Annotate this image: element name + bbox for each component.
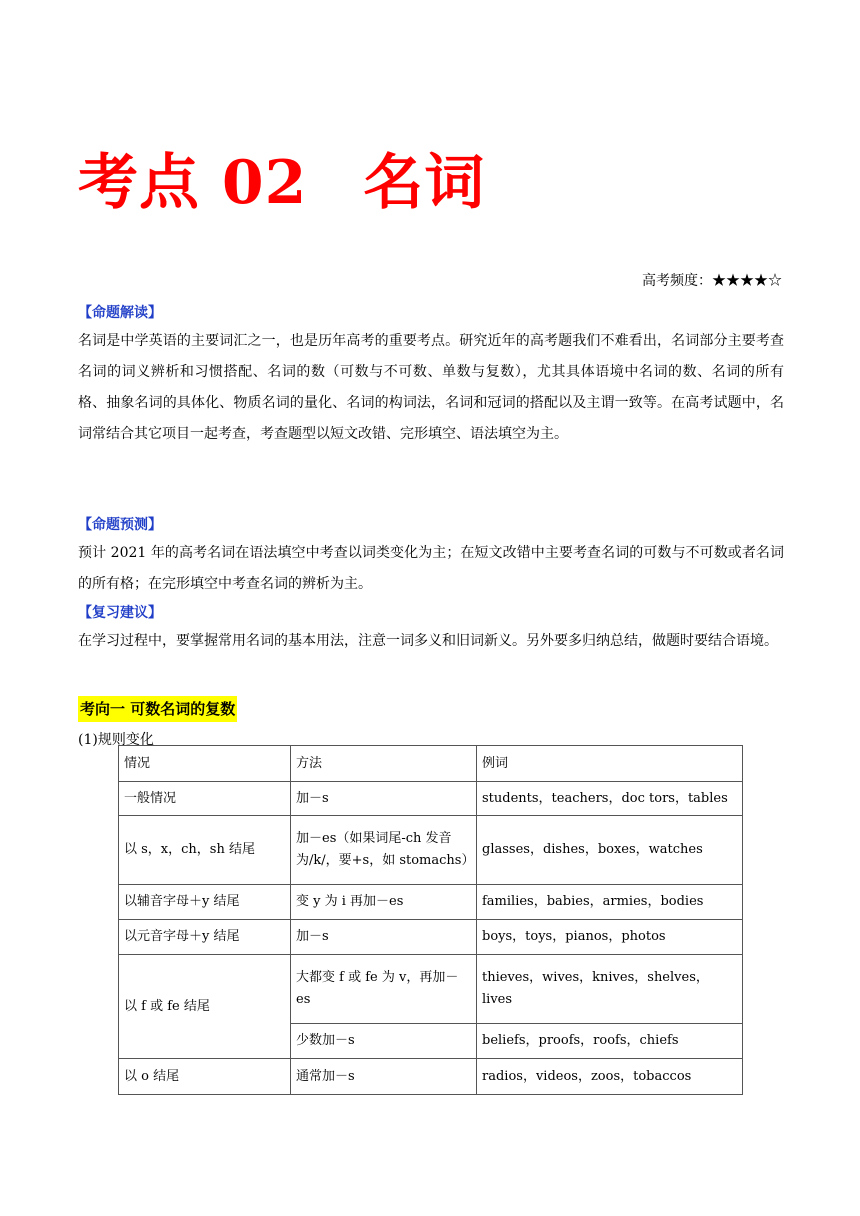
cell-examples: thieves，wives，knives，shelves，lives xyxy=(477,955,743,1024)
cell-method: 加－es（如果词尾-ch 发音为/k/，要+s，如 stomachs） xyxy=(291,816,477,885)
cell-method: 加－s xyxy=(291,782,477,816)
cell-examples: families，babies，armies，bodies xyxy=(477,885,743,920)
table-row xyxy=(119,1059,743,1095)
frequency-label: 高考频度： xyxy=(642,273,712,289)
table-row xyxy=(119,816,743,885)
paragraph-interpretation: 名词是中学英语的主要词汇之一，也是历年高考的重要考点。研究近年的高考题我们不难看出，名词部分主要考查名词的词义辨析和习惯搭配、名词的数（可数与不可数、单数与复数），尤其具体语境中名词的数、名词的所有格、抽象名词的具体化、物质名词的量化、名词的构词法，名词和冠词的搭配以及主谓一致等。在高考试题中，名词常结合其它项目一起考查，考查题型以短文改错、完形填空、语法填空为主。 xyxy=(78,333,784,442)
cell-examples: beliefs，proofs，roofs，chiefs xyxy=(477,1024,743,1059)
cell-case: 以 o 结尾 xyxy=(119,1059,291,1095)
sub-title: (1)规则变化 xyxy=(78,732,154,748)
heading-interpretation: 【命题解读】 xyxy=(78,305,162,321)
cell-case: 以元音字母＋y 结尾 xyxy=(119,920,291,955)
cell-examples: glasses，dishes，boxes，watches xyxy=(477,816,743,885)
title-code: 考点 02 xyxy=(78,148,308,218)
cell-method: 通常加－s xyxy=(291,1059,477,1095)
cell-method: 大都变 f 或 fe 为 v，再加－es xyxy=(291,955,477,1024)
heading-prediction: 【命题预测】 xyxy=(78,517,162,533)
table-row xyxy=(119,782,743,816)
paragraph-prediction: 预计 2021 年的高考名词在语法填空中考查以词类变化为主；在短文改错中主要考查名词的可数与不可数或者名词的所有格；在完形填空中考查名词的辨析为主。 xyxy=(78,545,784,592)
page-title xyxy=(78,146,485,220)
paragraph-review: 在学习过程中，要掌握常用名词的基本用法，注意一词多义和旧词新义。另外要多归纳总结，做题时要结合语境。 xyxy=(78,633,778,649)
header-examples: 例词 xyxy=(477,746,743,782)
table-row xyxy=(119,920,743,955)
cell-examples: radios，videos，zoos，tobaccos xyxy=(477,1059,743,1095)
table-row xyxy=(119,885,743,920)
header-case: 情况 xyxy=(119,746,291,782)
cell-examples: students，teachers，doc tors，tables xyxy=(477,782,743,816)
cell-case: 以辅音字母＋y 结尾 xyxy=(119,885,291,920)
cell-method: 加－s xyxy=(291,920,477,955)
plural-rules-table xyxy=(118,745,743,1095)
header-method: 方法 xyxy=(291,746,477,782)
frequency-stars: ★★★★☆ xyxy=(712,273,782,289)
cell-case: 以 f 或 fe 结尾 xyxy=(119,955,291,1059)
cell-case: 以 s，x，ch，sh 结尾 xyxy=(119,816,291,885)
cell-method: 少数加－s xyxy=(291,1024,477,1059)
exam-frequency xyxy=(642,270,782,292)
cell-examples: boys，toys，pianos，photos xyxy=(477,920,743,955)
section-title: 考向一 可数名词的复数 xyxy=(78,696,237,722)
title-name: 名词 xyxy=(363,148,486,218)
heading-review: 【复习建议】 xyxy=(78,605,162,621)
table-header-row xyxy=(119,746,743,782)
cell-method: 变 y 为 i 再加－es xyxy=(291,885,477,920)
document-body xyxy=(78,300,784,752)
cell-case: 一般情况 xyxy=(119,782,291,816)
table-row xyxy=(119,955,743,1024)
